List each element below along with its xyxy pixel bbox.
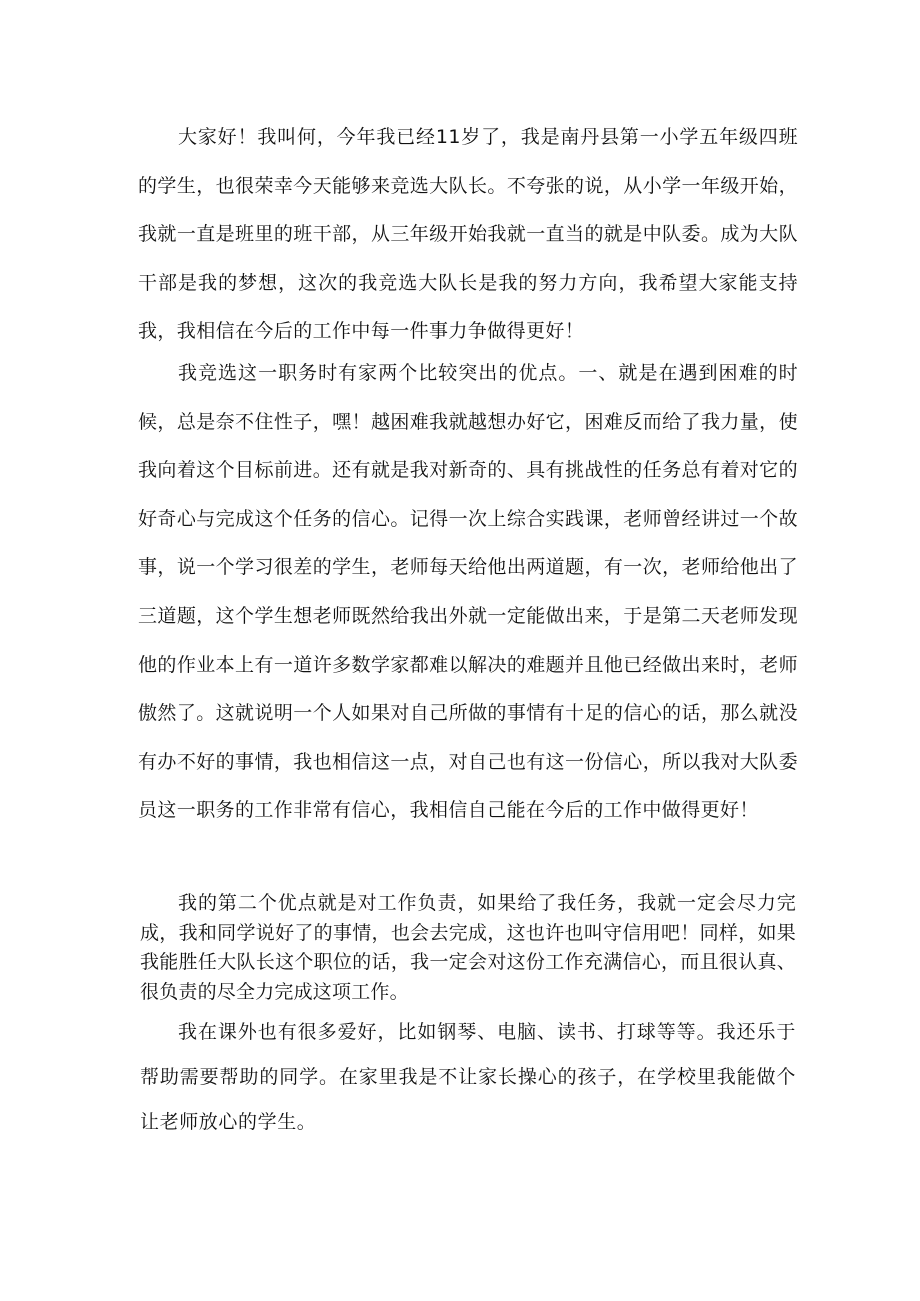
paragraph-strengths: 我竞选这一职务时有家两个比较突出的优点。一、就是在遇到困难的时候，总是奈不住性子，嘿！越困难我就越想办好它，困难反而给了我力量，使我向着这个目标前进。还有就是我对新奇的、具有挑战性的任务总有着对它的好奇心与完成这个任务的信心。记得一次上综合实践课，老师曾经讲过一个故事，说一个学习很差的学生，老师每天给他出两道题，有一次，老师给他出了三道题，这个学生想老师既然给我出外就一定能做出来，于是第二天老师发现他的作业本上有一道许多数学家都难以解决的难题并且他已经做出来时，老师傲然了。这就说明一个人如果对自己所做的事情有十足的信心的话，那么就没有办不好的事情，我也相信这一点，对自己也有这一份信心，所以我对大队委员这一职务的工作非常有信心，我相信自己能在今后的工作中做得更好！: [138, 362, 798, 822]
paragraph-hobbies: 我在课外也有很多爱好，比如钢琴、电脑、读书、打球等等。我还乐于帮助需要帮助的同学。在家里我是不让家长操心的孩子，在学校里我能做个让老师放心的学生。: [140, 1021, 796, 1133]
paragraph-introduction: 大家好！我叫何，今年我已经11岁了，我是南丹县第一小学五年级四班的学生，也很荣幸今天能够来竞选大队长。不夸张的说，从小学一年级开始，我就一直是班里的班干部，从三年级开始我就一直当的就是中队委。成为大队干部是我的梦想，这次的我竞选大队长是我的努力方向，我希望大家能支持我，我相信在今后的工作中每一件事力争做得更好！: [138, 126, 798, 343]
paragraph-responsibility: 我的第二个优点就是对工作负责，如果给了我任务，我就一定会尽力完成，我和同学说好了的事情，也会去完成，这也许也叫守信用吧！同样，如果我能胜任大队长这个职位的话，我一定会对这份工作充满信心，而且很认真、很负责的尽全力完成这项工作。: [140, 892, 796, 1003]
